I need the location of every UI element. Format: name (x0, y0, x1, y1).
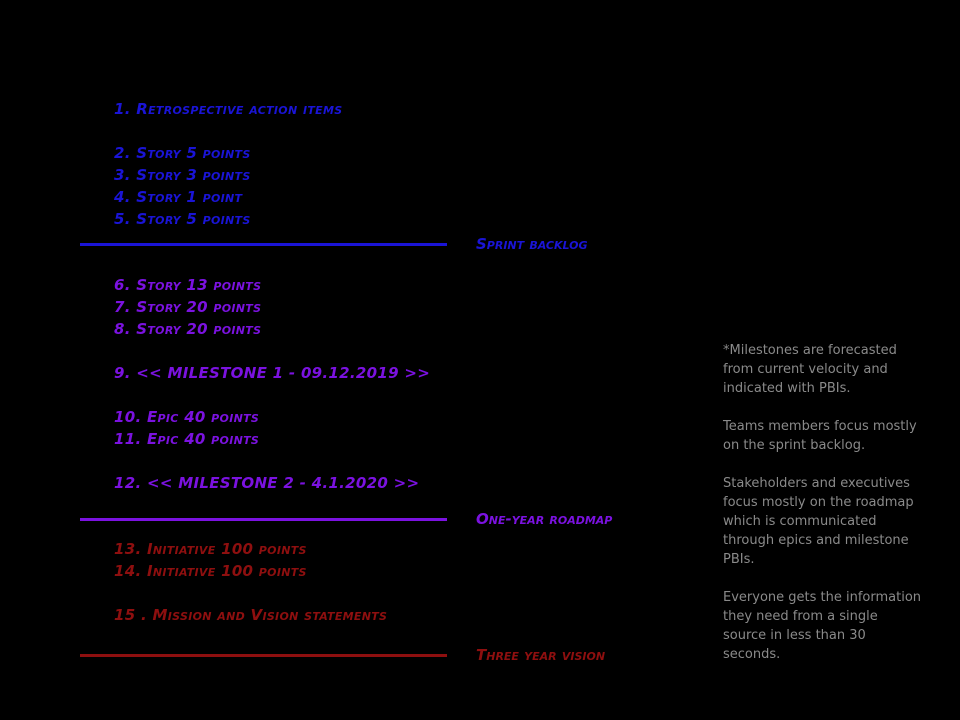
note-everyone: Everyone gets the information they need from a single source in less than 30 seconds. (723, 590, 922, 662)
milestone-2: 12. << MILESTONE 2 - 4.1.2020 >> (114, 474, 420, 492)
backlog-item-7: 7. Story 20 points (114, 298, 262, 316)
vision-divider (80, 654, 447, 657)
backlog-item-5: 5. Story 5 points (114, 210, 251, 228)
note-milestones: *Milestones are forecasted from current velocity and indicated with PBIs. (723, 343, 897, 396)
sprint-backlog-label: Sprint backlog (476, 235, 588, 253)
roadmap-divider (80, 518, 447, 521)
backlog-item-3: 3. Story 3 points (114, 166, 251, 184)
backlog-item-8: 8. Story 20 points (114, 320, 262, 338)
backlog-item-1: 1. Retrospective action items (114, 100, 343, 118)
backlog-item-14: 14. Initiative 100 points (114, 562, 307, 580)
backlog-item-2: 2. Story 5 points (114, 144, 251, 162)
backlog-item-11: 11. Epic 40 points (114, 430, 260, 448)
notes-panel (723, 341, 923, 664)
backlog-item-15: 15 . Mission and Vision statements (114, 606, 388, 624)
backlog-item-13: 13. Initiative 100 points (114, 540, 307, 558)
note-stakeholders: Stakeholders and executives focus mostly on the roadmap which is communicated through epics and milestone PBIs. (723, 476, 914, 567)
milestone-1: 9. << MILESTONE 1 - 09.12.2019 >> (114, 364, 431, 382)
sprint-backlog-divider (80, 243, 447, 246)
backlog-item-6: 6. Story 13 points (114, 276, 262, 294)
note-teams: Teams members focus mostly on the sprint backlog. (723, 419, 917, 453)
backlog-item-4: 4. Story 1 point (114, 188, 243, 206)
roadmap-label: One-year roadmap (476, 510, 613, 528)
backlog-item-10: 10. Epic 40 points (114, 408, 260, 426)
vision-label: Three year vision (476, 646, 606, 664)
